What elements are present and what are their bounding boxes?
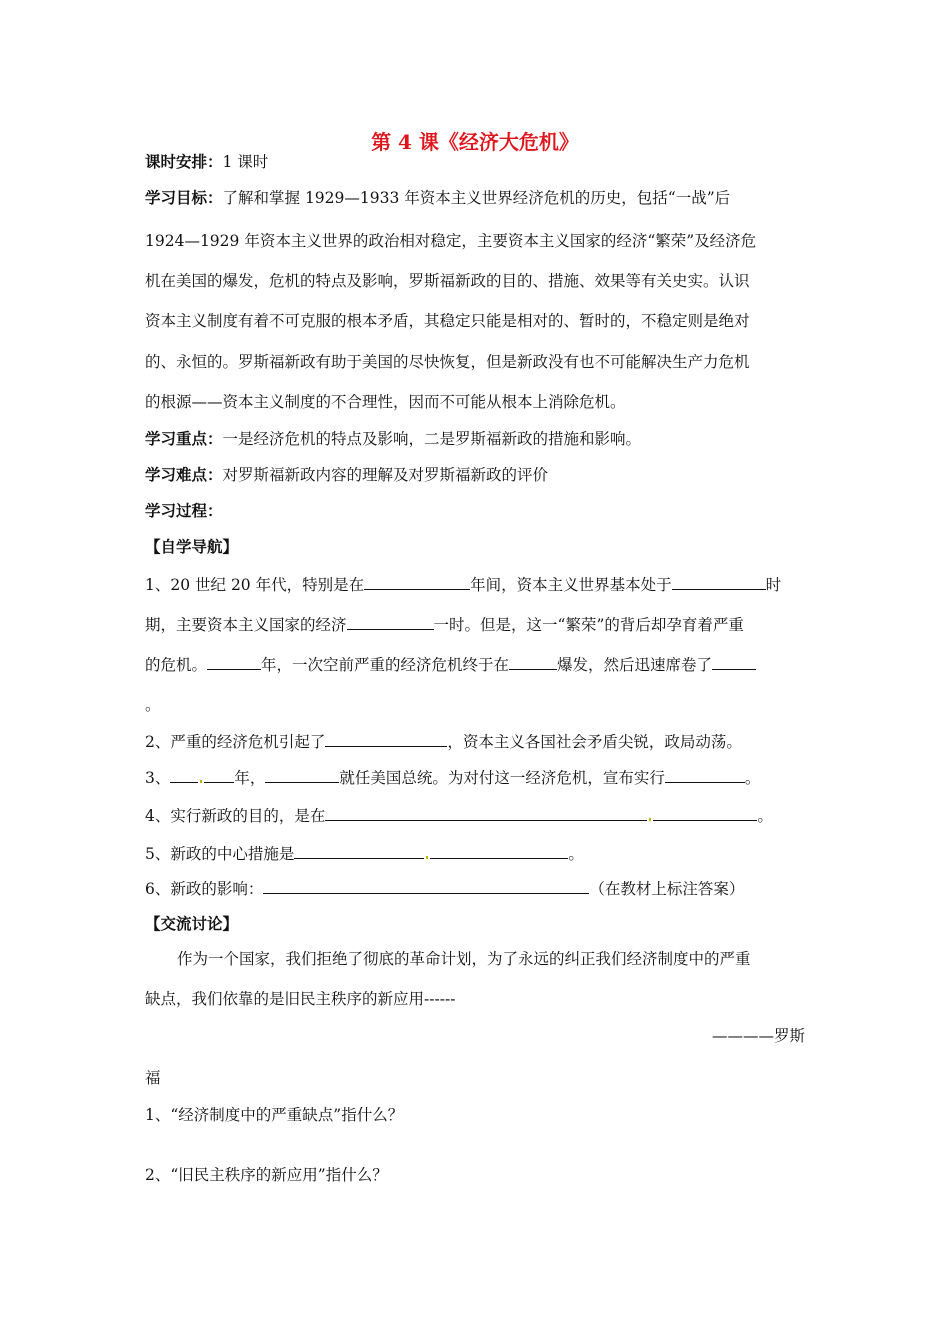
q4-text-b: 。 [757,807,773,825]
difficulties-line [145,465,548,485]
q1-text-e: 一时。但是，这一“繁荣”的背后却孕育着严重 [433,616,744,634]
objectives-line-6: 的根源——资本主义制度的不合理性，因而不可能从根本上消除危机。 [145,393,626,411]
marker-dot [426,856,428,859]
question-1-line-4: 。 [145,696,161,714]
q1-blank-2[interactable] [672,574,766,590]
self-study-heading: 【自学导航】 [145,537,239,556]
q3-text-a: 3、 [145,769,171,787]
question-6-line [145,878,744,899]
objectives-line-1 [145,188,730,208]
question-1-line-1 [145,574,781,595]
q1-text-c: 时 [765,576,782,594]
q3-text-b: 年， [234,769,266,787]
q1-text-b: 年间，资本主义世界基本处于 [470,576,672,594]
q5-text-b: 。 [568,845,584,863]
q3-blank-1a[interactable] [170,767,198,783]
q1-blank-6[interactable] [712,654,756,670]
q6-blank-1[interactable] [263,878,589,894]
quote-attribution: ————罗斯 [711,1027,805,1045]
q3-blank-1b[interactable] [204,767,234,783]
objectives-label: 学习目标： [145,188,223,207]
q5-blank-1b[interactable] [430,843,568,859]
q4-blank-1b[interactable] [653,805,757,821]
q2-text-a: 2、严重的经济危机引起了 [145,733,326,751]
discussion-heading: 【交流讨论】 [145,914,239,933]
question-5-line [145,843,584,864]
discussion-question-2: 2、“旧民主秩序的新应用”指什么？ [145,1166,388,1184]
quote-attribution-wrap: 福 [145,1069,161,1087]
q6-text-a: 6、新政的影响： [145,880,264,898]
q5-text-a: 5、新政的中心措施是 [145,845,295,863]
question-4-line [145,805,773,826]
q1-text-f: 的危机。 [145,656,208,674]
q2-blank-1[interactable] [325,731,447,747]
key-points-line [145,429,641,449]
q3-blank-2[interactable] [265,767,339,783]
schedule-line [145,152,268,172]
q1-text-h: 爆发，然后迅速席卷了 [557,656,713,674]
q5-blank-1a[interactable] [294,843,424,859]
objectives-line-5: 的、永恒的。罗斯福新政有助于美国的尽快恢复，但是新政没有也不可能解决生产力危机 [145,353,750,371]
q4-text-a: 4、实行新政的目的，是在 [145,807,326,825]
objectives-text-1: 了解和掌握 1929—1933 年资本主义世界经济危机的历史，包括“一战”后 [222,189,731,207]
q1-blank-5[interactable] [509,654,557,670]
difficulties-text: 对罗斯福新政内容的理解及对罗斯福新政的评价 [222,466,549,484]
key-points-text: 一是经济危机的特点及影响，二是罗斯福新政的措施和影响。 [222,430,642,448]
q1-text-a: 1、20 世纪 20 年代，特别是在 [145,576,365,594]
marker-dot [649,818,651,821]
question-2-line [145,731,742,752]
key-points-label: 学习重点： [145,429,223,448]
q3-blank-3[interactable] [665,767,745,783]
quote-line-1: 作为一个国家，我们拒绝了彻底的革命计划，为了永远的纠正我们经济制度中的严重 [177,950,751,968]
q6-text-b: （在教材上标注答案） [589,880,745,898]
q1-text-d: 期，主要资本主义国家的经济 [145,616,347,634]
objectives-line-4: 资本主义制度有着不可克服的根本矛盾，其稳定只能是相对的、暂时的，不稳定则是绝对 [145,312,750,330]
question-3-line [145,767,760,788]
quote-line-2: 缺点，我们依靠的是旧民主秩序的新应用------ [145,990,456,1008]
objectives-line-3: 机在美国的爆发，危机的特点及影响，罗斯福新政的目的、措施、效果等有关史实。认识 [145,272,750,290]
marker-dot [200,780,202,783]
objectives-line-2: 1924—1929 年资本主义世界的政治相对稳定，主要资本主义国家的经济“繁荣”及经济危 [145,232,757,250]
q2-text-b: ，资本主义各国社会矛盾尖锐，政局动荡。 [447,733,742,751]
q1-blank-4[interactable] [207,654,261,670]
difficulties-label: 学习难点： [145,465,223,484]
discussion-question-1: 1、“经济制度中的严重缺点”指什么？ [145,1106,404,1124]
question-1-line-3 [145,654,756,675]
q1-blank-1[interactable] [364,574,470,590]
process-label: 学习过程： [145,501,223,520]
schedule-label: 课时安排： [145,152,223,171]
schedule-value: 1 课时 [222,153,269,171]
q4-blank-1a[interactable] [325,805,647,821]
q3-text-d: 。 [744,769,761,787]
page-title: 第 4 课《经济大危机》 [371,130,579,154]
question-1-line-2 [145,614,744,635]
q3-text-c: 就任美国总统。为对付这一经济危机，宣布实行 [339,769,665,787]
q1-blank-3[interactable] [347,614,434,630]
q1-text-g: 年，一次空前严重的经济危机终于在 [261,656,510,674]
